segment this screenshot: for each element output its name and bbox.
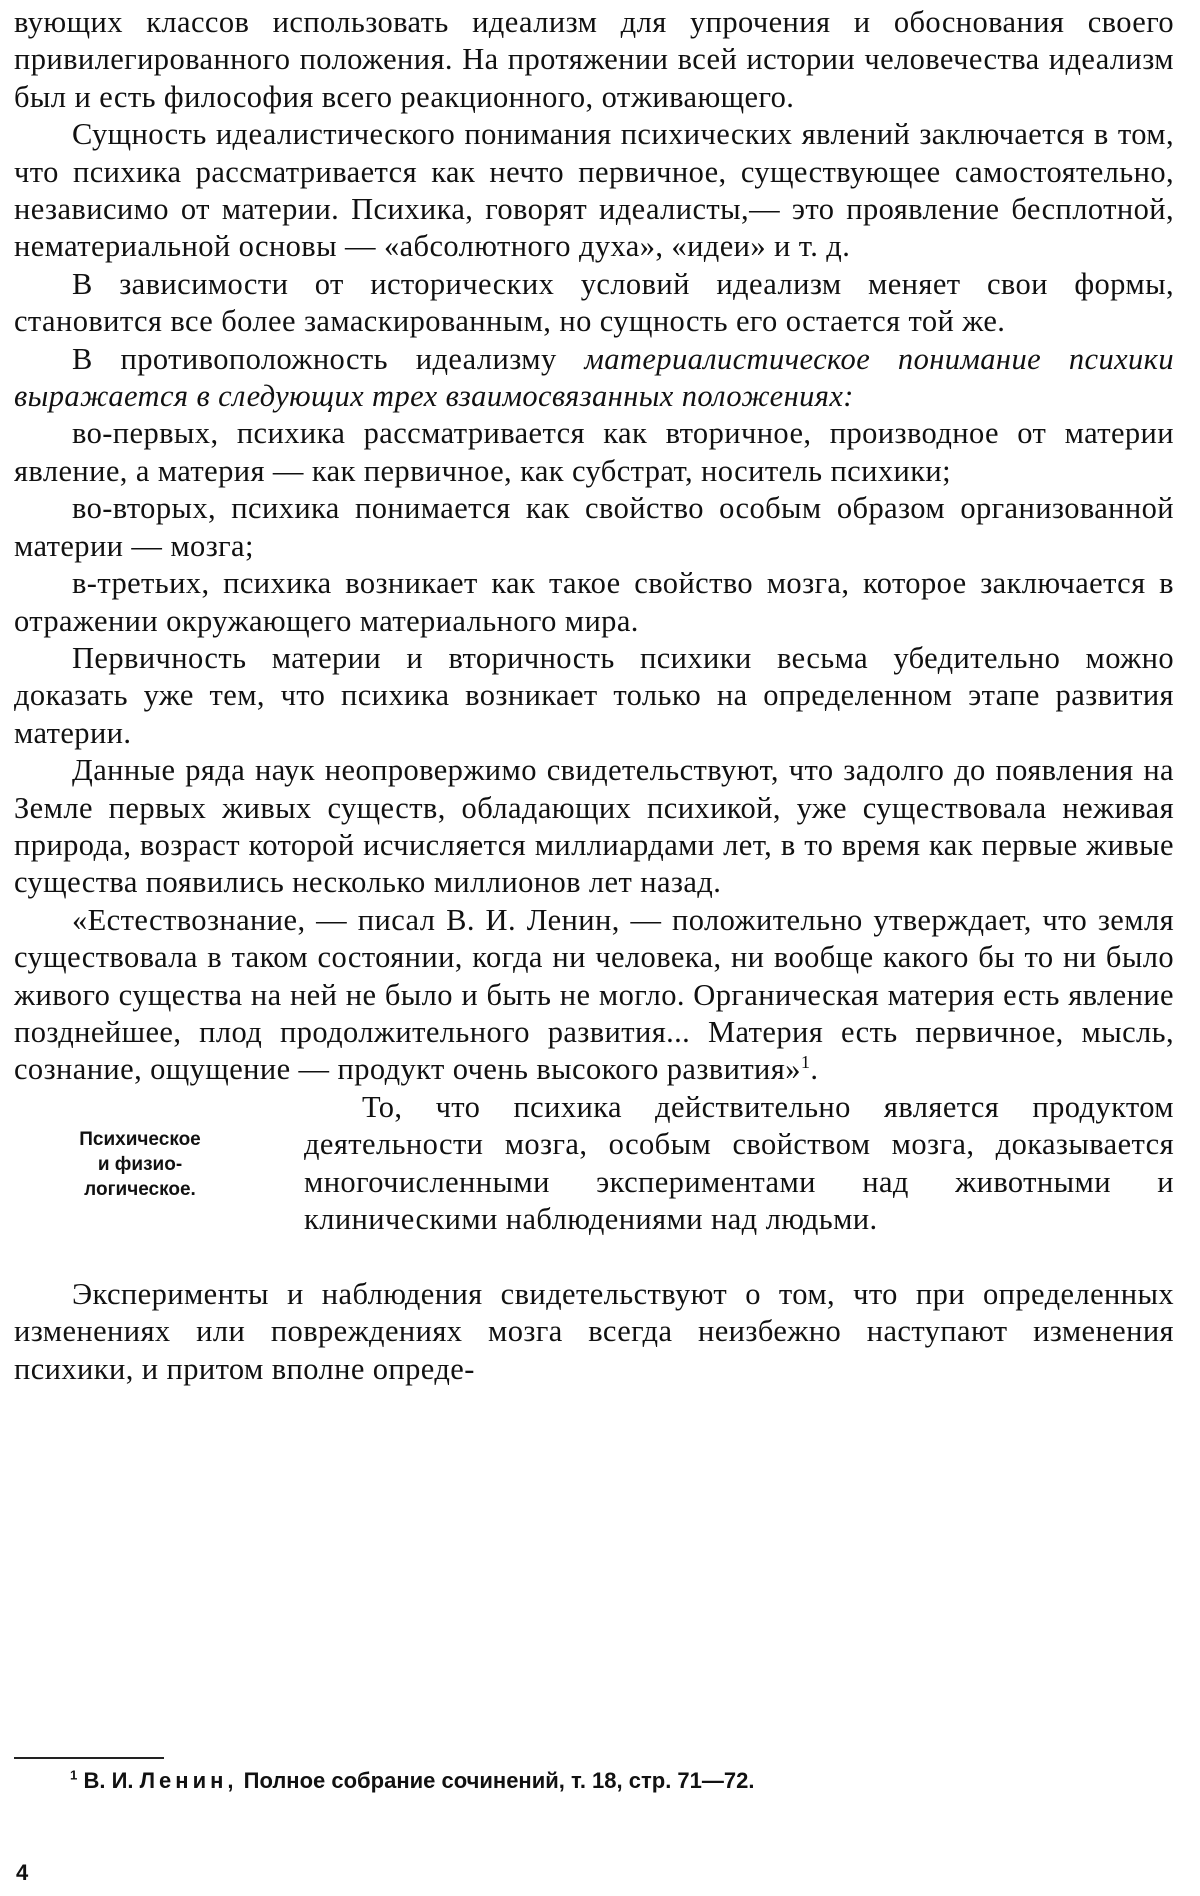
footnote-citation: Полное собрание сочинений, т. 18, стр. 71—72. [237, 1768, 755, 1793]
margin-heading-line-2: и физио- [97, 1153, 183, 1175]
materialism-intro-lead: В противоположность идеализму [72, 341, 585, 376]
margin-heading-line-1: Психическое [79, 1128, 201, 1150]
book-page [14, 0, 1174, 1896]
paragraph-brain-product: То, что психика действительно является продуктом деятельности мозга, особым свойством мозга, доказывается многочисленными экспериментами над животными и клиническими наблюдениями над людьми. [304, 1089, 1174, 1236]
materialism-intro-italic: материалистическое понимание психики выражается в следующих трех взаимосвязанных положениях: [14, 341, 1175, 414]
paragraph-primacy-of-matter: Первичность материи и вторичность психики весьма убедительно можно доказать уже тем, что психика возникает только на определенном этапе развития материи. [14, 640, 1174, 750]
margin-heading-line-3: логическое. [84, 1178, 196, 1200]
paragraph-lenin-quote: «Естествознание, — писал В. И. Ленин, — положительно утверждает, что земля существовала в таком состоянии, когда ни человека, ни вообще какого бы то ни было живого существа на ней не было и быть не могло. Органическая материя есть явление позднейшее, плод продолжительного развития... Материя есть первичное, мысль, сознание, ощущение — продукт очень высокого развития»$^1$. [14, 902, 1174, 1087]
footnote-marker: 1 [70, 1767, 78, 1783]
paragraph-first-point: во-первых, психика рассматривается как вторичное, производное от материи явление, а материя — как первичное, как субстрат, носитель психики; [14, 416, 1174, 488]
paragraph-second-point: во-вторых, психика понимается как свойство особым образом организованной материи — мозга; [14, 491, 1174, 563]
footnote-author-spaced: Ленин, [139, 1768, 238, 1793]
paragraph-idealism-essence: Сущность идеалистического понимания психических явлений заключается в том, что психика рассматривается как нечто первичное, существующее самостоятельно, независимо от материи. Психика, говорят идеалисты,— это проявление бесплотной, нематериальной основы — «абсолютного духа», «идеи» и т. д. [14, 117, 1174, 264]
page-number: 4 [16, 1860, 29, 1885]
sidenote-section [14, 1089, 1174, 1276]
margin-heading [14, 1127, 266, 1202]
paragraph-science-data: Данные ряда наук неопровержимо свидетельствуют, что задолго до появления на Земле первых живых существ, обладающих психикой, уже существовала неживая природа, возраст которой исчисляется миллиардами лет, в то время как первые живые существа появились несколько миллионов лет назад. [14, 753, 1174, 900]
paragraph-third-point: в-третьих, психика возникает как такое свойство мозга, которое заключается в отражении окружающего материального мира. [14, 566, 1174, 638]
footnote-author-prefix: В. И. [83, 1768, 140, 1793]
main-text [14, 4, 1174, 1388]
paragraph-experiments: Эксперименты и наблюдения свидетельствуют о том, что при определенных изменениях или повреждениях мозга всегда неизбежно наступают изменения психики, и притом вполне опреде- [14, 1276, 1174, 1386]
paragraph-idealism-forms: В зависимости от исторических условий идеализм меняет свои формы, становится все более замаскированным, но сущность его остается той же. [14, 266, 1174, 339]
footnote-divider [14, 1757, 164, 1759]
paragraph-continuation: вующих классов использовать идеализм для упрочения и обоснования своего привилегированного положения. На протяжении всей истории человечества идеализм был и есть философия всего реакционного, отживающего. [14, 5, 1174, 114]
footnote-reference: 1 [800, 1052, 811, 1073]
footnote [70, 1766, 1150, 1796]
lenin-quote-text: «Естествознание, — писал В. И. Ленин, — положительно утверждает, что земля существовала в таком состоянии, когда ни человека, ни вообще какого бы то ни было живого существа на ней не было и быть не могло. Органическая материя есть явление позднейшее, плод продолжительного развития... Материя есть первичное, мысль, сознание, ощущение — продукт очень высокого развития» [14, 902, 1174, 1087]
paragraph-materialism-intro [14, 341, 1174, 416]
